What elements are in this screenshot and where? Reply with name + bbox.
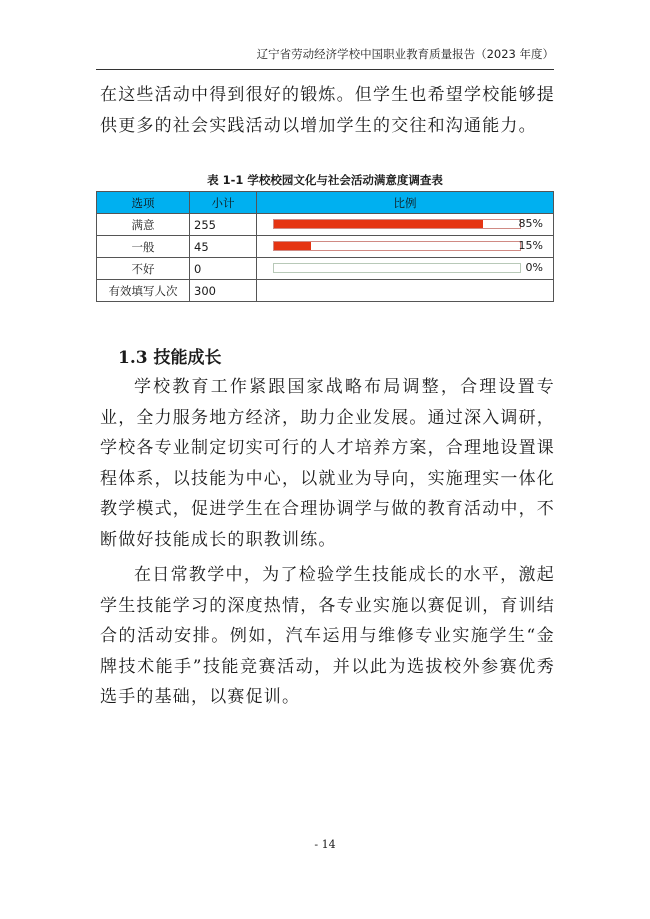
progress-bar <box>273 263 521 273</box>
table-total-row <box>97 280 554 302</box>
table-caption: 表 1-1 学校校园文化与社会活动满意度调查表 <box>207 173 443 187</box>
page-header: 辽宁省劳动经济学校中国职业教育质量报告（2023 年度） <box>256 47 554 61</box>
table-header-row <box>97 192 554 214</box>
percent-label: 85% <box>518 217 543 230</box>
option-label: 满意 <box>97 214 190 236</box>
progress-fill <box>274 242 311 250</box>
survey-table <box>96 191 554 302</box>
header-divider <box>96 69 554 70</box>
progress-bar <box>273 241 521 251</box>
total-label: 有效填写人次 <box>97 280 190 302</box>
ratio-cell <box>257 214 554 236</box>
table-row <box>97 214 554 236</box>
intro-paragraph: 在这些活动中得到很好的锻炼。但学生也希望学校能够提供更多的社会实践活动以增加学生的交往和沟通能力。 <box>100 85 555 136</box>
count-value: 0 <box>190 258 257 280</box>
body-paragraph: 学校教育工作紧跟国家战略布局调整，合理设置专业，全力服务地方经济，助力企业发展。通过深入调研，学校各专业制定切实可行的人才培养方案，合理地设置课程体系，以技能为中心，以就业为导向，实施理实一体化教学模式，促进学生在合理协调学与做的教育活动中，不断做好技能成长的职教训练。 <box>100 377 555 550</box>
option-label: 不好 <box>97 258 190 280</box>
percent-label: 0% <box>525 261 543 274</box>
ratio-cell <box>257 236 554 258</box>
section-heading: 1.3 技能成长 <box>118 348 222 368</box>
header-option: 选项 <box>97 192 190 214</box>
total-value: 300 <box>190 280 257 302</box>
progress-fill <box>274 220 483 228</box>
total-empty-cell <box>257 280 554 302</box>
progress-bar <box>273 219 521 229</box>
page-number: - 14 <box>314 838 336 851</box>
option-label: 一般 <box>97 236 190 258</box>
header-ratio: 比例 <box>257 192 554 214</box>
count-value: 45 <box>190 236 257 258</box>
table-row <box>97 258 554 280</box>
percent-label: 15% <box>518 239 543 252</box>
table-row <box>97 236 554 258</box>
body-paragraph: 在日常教学中，为了检验学生技能成长的水平，激起学生技能学习的深度热情，各专业实施以赛促训，育训结合的活动安排。例如，汽车运用与维修专业实施学生“金牌技术能手”技能竞赛活动，并以此为选拔校外参赛优秀选手的基础，以赛促训。 <box>100 565 555 707</box>
ratio-cell <box>257 258 554 280</box>
header-count: 小计 <box>190 192 257 214</box>
count-value: 255 <box>190 214 257 236</box>
